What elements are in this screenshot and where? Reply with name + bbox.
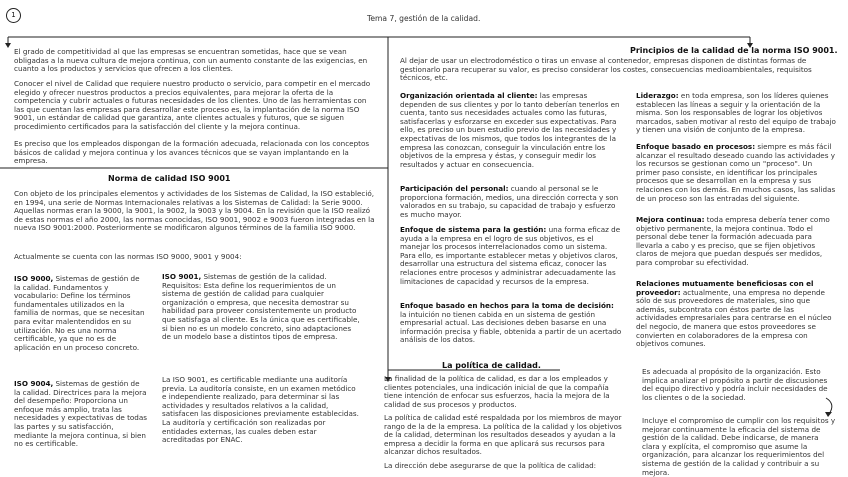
iso9004-text: Sistemas de gestión de la calidad. Directrices para la mejora del desempeño: Proporciona un enfoque más amplio, trata las necesidades y expectativas de todas las partes y su satisfacción, mediante la mejora continua, si bien no es certificable. [14, 379, 148, 449]
sistema-title: Enfoque de sistema para la gestión: [400, 225, 547, 234]
liderazgo-text: en toda empresa, son los líderes quienes establecen las líneas a seguir y la orientación de la misma. Son los responsables de lograr los objetivos marcados, saben motivar al resto del equipo de trabajo y tienen una visión de conjunto de la empresa. [636, 91, 836, 135]
norma-heading: Norma de calidad ISO 9001 [108, 174, 231, 183]
hechos-block [400, 302, 622, 345]
iso9001-block [162, 273, 360, 342]
intro-paragraph: El grado de competitividad al que las empresas se encuentran sometidas, hace que se vean obligadas a la nueva cultura de mejora continua, con un aumento constante de las exigencias, en cuanto a los productos y servicios que ofrecen a los clientes. [14, 47, 368, 74]
politica-heading: La política de calidad. [442, 361, 541, 370]
iso9004-block [14, 380, 148, 449]
politica-requisito-1: Es adecuada al propósito de la organización. Esto implica analizar el propósito a partir de discusiones del equipo directivo y podría incluir necesidades de los clientes o de la sociedad. [642, 367, 828, 402]
procesos-block [636, 143, 836, 203]
iso9001-cert-paragraph: La ISO 9001, es certificable mediante una auditoría previa. La auditoría consiste, en un examen metódico e independiente realizado, para determinar si las actividades y resultados relativos a la calidad, satisfacen las disposiciones previamente establecidas. La auditoría y certificación son realizadas por entidades externas, las cuales deben estar acreditadas por ENAC. [162, 375, 359, 445]
mejora-title: Mejora continua: [636, 215, 705, 224]
mejora-block [636, 216, 836, 268]
liderazgo-title: Liderazgo: [636, 91, 679, 100]
sistema-block [400, 226, 622, 286]
conocer-paragraph: Conocer el nivel de Calidad que requiere nuestro producto o servicio, para competir en el mercado elegido y ofrecer nuestros productos a precios equivalentes, para mejorar la oferta de la competencia y cubrir actuales o futuras necesidades de los clientes. Uno de las herramientas con las que cuentan las empresas para desarrollar este proceso es, la implantación de la norma ISO 9001, un estándar de calidad que garantiza, ante clientes actuales y futuros, que se siguen procedimiento certificados para la satisfacción del cliente y la mejora continua. [14, 79, 371, 131]
personal-text: cuando al personal se le proporciona formación, medios, una dirección correcta y son valorados en su trabajo, su capacidad de trabajo y esfuerzo es mucho mayor. [400, 184, 619, 219]
cliente-text: las empresas dependen de sus clientes y por lo tanto deberían tenerlos en cuenta, tanto sus necesidades actuales como las futuras, satisfacerlas y esforzarse en exceder sus expectativas. Para ello, es preciso un buen estudio previo de las necesidades y expectativas de los mismos, que todos los integrantes de la empresa las conozcan, conseguir la vinculación entre los objetivos de la empresa y éstas, y conseguir medir los resultados y actuar en consecuencia. [400, 91, 620, 169]
personal-title: Participación del personal: [400, 184, 509, 193]
procesos-text: siempre es más fácil alcanzar el resultado deseado cuando las actividades y los recursos se gestionan como un "proceso". Un primer paso consiste, en identificar los principales procesos que se desarrollan en la empresa y sus relaciones con los demás. En muchos casos, las salidas de un proceso son las entradas del siguiente. [636, 142, 836, 203]
iso9004-title: ISO 9004, [14, 379, 54, 388]
politica-paragraph-1: La finalidad de la política de calidad, es dar a los empleados y clientes potenciales, una indicación inicial de que la compañía tiene intención de enfocar sus esfuerzos, hacia la mejora de la calidad de sus procesos y productos. [384, 374, 610, 409]
objeto-paragraph: Con objeto de los principales elementos y actividades de los Sistemas de Calidad, la ISO estableció, en 1994, una serie de Normas Internacionales relativas a los Sistemas de Calidad: la Serie 9000. Aquellas normas eran la 9000, la 9001, la 9002, la 9003 y la 9004. En la revisión que la ISO realizó de estas normas el año 2000, las normas conocidas, ISO 9001, 9002 e 9003 fueron integradas en la nueva ISO 9001:2000. Posteriormente se modificaron algunos términos de la familia ISO 9000. [14, 189, 375, 233]
left-arrowhead [5, 43, 11, 48]
personal-block [400, 185, 622, 219]
politica-paragraph-2: La política de calidad esté respaldada por los miembros de mayor rango de la de la empresa. La política de la calidad y los objetivos de la calidad, determinan los resultados deseados y ayudan a la empresa a decidir la forma en que aplicará sus recursos para alcanzar dichos resultados. [384, 413, 622, 457]
iso9001-text: Sistemas de gestión de la calidad. Requisitos: Esta define los requerimientos de un sistema de gestión de calidad para cualquier organización o empresa, que necesita demostrar su habilidad para proveer consistentemente un producto que satisfaga al cliente. Es la única que es certificable, si bien no es un modelo concreto, sino adaptaciones de un modelo base a distintos tipos de empresa. [162, 272, 360, 342]
liderazgo-block [636, 92, 836, 135]
politica-paragraph-3: La dirección debe asegurarse de que la política de calidad: [384, 461, 597, 470]
politica-requisito-2: Incluye el compromiso de cumplir con los requisitos y mejorar continuamente la eficacia del sistema de gestión de la calidad. Debe indicarse, de manera clara y explícita, el compromiso que asume la organización, para alcanzar los requerimientos del sistema de gestión de la calidad y contribuir a su mejora. [642, 416, 836, 477]
proveedor-title: Relaciones mutuamente beneficiosas con el proveedor: [636, 279, 814, 297]
iso9000-title: ISO 9000, [14, 274, 54, 283]
page-title: Tema 7, gestión de la calidad. [367, 14, 481, 23]
hechos-text: la intuición no tienen cabida en un sistema de gestión empresarial actual. Las decisiones deben basarse en una información precisa y fiable, obtenida a partir de un acertado análisis de los datos. [400, 309, 622, 345]
procesos-title: Enfoque basado en procesos: [636, 142, 756, 151]
mejora-text: toda empresa debería tener como objetivo permanente, la mejora continua. Todo el personal debe tener la formación adecuada para llevarla a cabo y es preciso, que se fijen objetivos claros de mejora que puedan después ser medidos, para comprobar su efectividad. [636, 215, 830, 267]
iso9000-block [14, 275, 148, 352]
page-number-badge: 1 [6, 8, 21, 23]
sistema-text: una forma eficaz de ayuda a la empresa en el logro de sus objetivos, es el manejar los procesos interrelacionados como un sistema. Para ello, es importante establecer metas y objetivos claros, desarrollar una estructura del sistema eficaz, conocer las relaciones entre procesos y administrar adecuadamente las limitaciones de capacidad y recursos de la empresa. [400, 225, 621, 286]
hechos-title: Enfoque basado en hechos para la toma de decisión: [400, 301, 614, 310]
cliente-title: Organización orientada al cliente: [400, 91, 538, 100]
proveedor-block [636, 280, 836, 349]
principios-heading: Principios de la calidad de la norma ISO 9001. [630, 46, 838, 55]
iso9000-text: Sistemas de gestión de la calidad. Fundamentos y vocabulario: Define los términos fundamentales utilizados en la familia de normas, que se necesitan para evitar malentendidos en su utilización. No es una norma certificable, ya que no es de aplicación en un proceso concreto. [14, 274, 145, 352]
actualmente-paragraph: Actualmente se cuenta con las normas ISO 9000, 9001 y 9004: [14, 252, 242, 261]
proveedor-text: actualmente, una empresa no depende sólo de sus proveedores de materiales, sino que además, subcontrata con éstos parte de las actividades empresariales para centrarse en el núcleo del negocio, de manera que estos proveedores se convierten en colaboradores de la empresa con objetivos comunes. [636, 287, 832, 349]
cliente-block [400, 92, 622, 169]
preciso-paragraph: Es preciso que los empleados dispongan de la formación adecuada, relacionada con los conceptos básicos de calidad y mejora continua y los avances técnicos que se vayan implantando en la empresa. [14, 139, 370, 166]
principios-intro: Al dejar de usar un electrodoméstico o tiras un envase al contenedor, empresas disponen de distintas formas de gestionarlo para recuperar su valor, es preciso considerar los costes, consecuencias medioambientales, requisitos técnicos, etc. [400, 56, 812, 83]
iso9001-title: ISO 9001, [162, 272, 202, 281]
